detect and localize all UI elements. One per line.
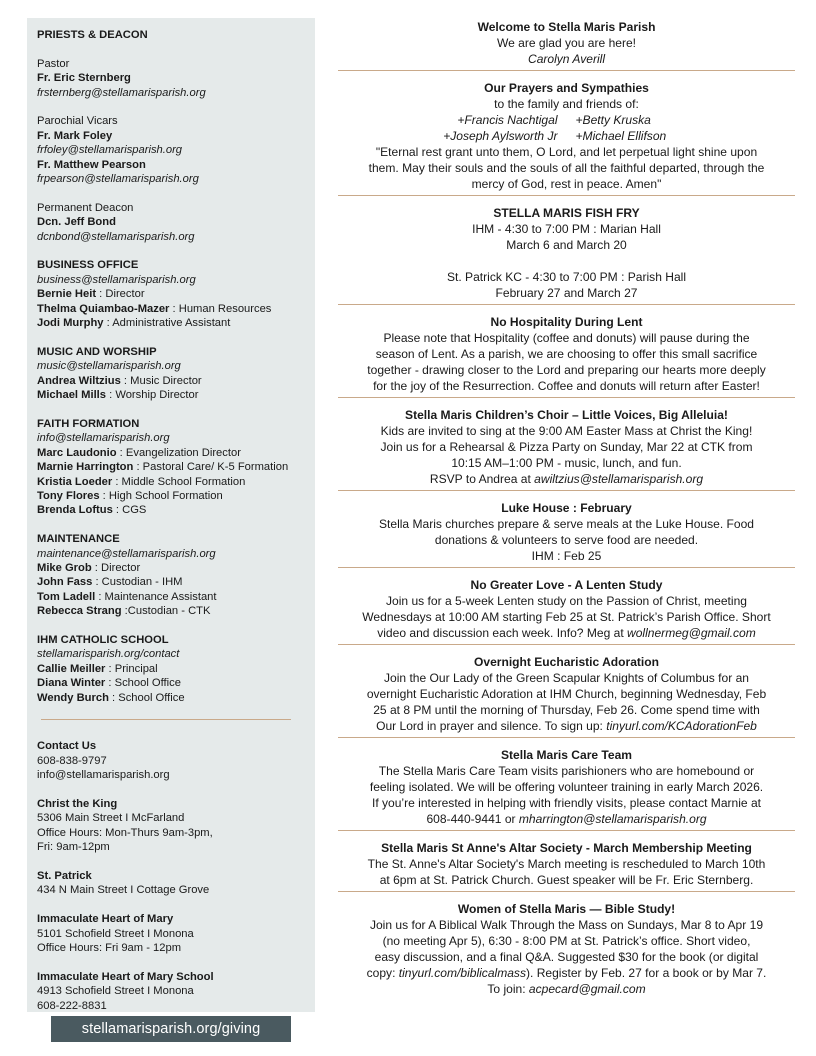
vicar-email[interactable]: frfoley@stellamarisparish.org <box>37 144 183 157</box>
ihm-section <box>37 912 305 955</box>
prayer-text: mercy of God, rest in peace. Amen" <box>471 177 662 191</box>
body-text: The St. Anne's Altar Society's March meeting is rescheduled to March 10th <box>367 857 766 871</box>
body-text: feeling isolated. We will be offering volunteer training in early March 2026. <box>369 780 764 794</box>
staff-role: : Music Director <box>120 374 202 387</box>
choir-block <box>338 397 795 490</box>
signup-link[interactable]: tinyurl.com/KCAdorationFeb <box>606 719 757 733</box>
fishfry-dates: March 6 and March 20 <box>506 238 627 252</box>
location-address: 5306 Main Street I McFarland <box>37 812 185 825</box>
block-title: Stella Maris Care Team <box>500 748 632 762</box>
contact-email[interactable]: info@stellamarisparish.org <box>37 769 170 782</box>
staff-role: : Pastoral Care/ K-5 Formation <box>133 461 289 474</box>
pastor-label: Pastor <box>37 57 70 70</box>
staff-line <box>37 590 305 604</box>
vicar-name: Fr. Matthew Pearson <box>37 158 146 171</box>
staff-role: : School Office <box>105 677 181 690</box>
body-text: season of Lent. As a parish, we are choosing to offer this small sacrifice <box>375 347 758 361</box>
school-phone[interactable]: 608-222-8831 <box>37 999 107 1012</box>
staff-name: Tony Flores <box>37 489 100 502</box>
body-text: at 6pm at St. Patrick Church. Guest speaker will be Fr. Eric Sternberg. <box>379 873 754 887</box>
school-section <box>37 633 305 705</box>
staff-name: Rebecca Strang <box>37 605 122 618</box>
body-text: together - drawing closer to the Lord and preparing our hearts more deeply <box>367 363 766 377</box>
welcome-block <box>338 19 795 70</box>
ctk-section <box>37 797 305 855</box>
music-section <box>37 345 305 403</box>
rsvp-line <box>338 471 795 487</box>
body-text: To join: <box>487 982 529 996</box>
body-text: 25 at 8 PM until the morning of Thursday, Feb 26. Come spend time with <box>373 703 760 717</box>
staff-line <box>37 503 305 517</box>
staff-role: : Director <box>96 288 145 301</box>
section-email[interactable]: business@stellamarisparish.org <box>37 273 196 286</box>
block-title: No Greater Love - A Lenten Study <box>470 578 663 592</box>
location-address: 4913 Schofield Street I Monona <box>37 985 194 998</box>
body-text: Wednesdays at 10:00 AM starting Feb 25 at St. Patrick’s Parish Office. Short <box>362 610 771 624</box>
staff-name: John Fass <box>37 576 93 589</box>
location-heading: Immaculate Heart of Mary School <box>37 970 214 983</box>
staff-name: Michael Mills <box>37 389 107 402</box>
staff-line <box>37 489 305 503</box>
body-text: Join us for A Biblical Walk Through the Mass on Sundays, Mar 8 to Apr 19 <box>369 918 764 932</box>
adoration-block <box>338 644 795 737</box>
staff-line <box>37 691 305 705</box>
stpatrick-section <box>37 869 305 898</box>
prayers-block <box>338 70 795 195</box>
body-text: IHM : Feb 25 <box>531 549 602 563</box>
body-text: donations & volunteers to serve food are needed. <box>434 533 699 547</box>
staff-line <box>37 446 305 460</box>
staff-line <box>37 316 305 330</box>
prayer-text: "Eternal rest grant unto them, O Lord, and let perpetual light shine upon <box>375 145 758 159</box>
staff-name: Mike Grob <box>37 561 92 574</box>
body-text: Stella Maris churches prepare & serve meals at the Luke House. Food <box>379 517 754 531</box>
body-text: video and discussion each week. Info? Meg at <box>377 626 628 640</box>
body-text: easy discussion, and a final Q&A. Suggested $30 for the book (or digital <box>374 950 759 964</box>
clergy-section <box>37 28 305 244</box>
section-email[interactable]: maintenance@stellamarisparish.org <box>37 547 216 560</box>
section-heading: MUSIC AND WORSHIP <box>37 345 157 358</box>
fishfry-line: IHM - 4:30 to 7:00 PM : Marian Hall <box>472 222 661 236</box>
staff-name: Bernie Heit <box>37 288 97 301</box>
pastor-name: Fr. Eric Sternberg <box>37 72 131 85</box>
staff-line <box>37 662 305 676</box>
body-text: Join us for a Rehearsal & Pizza Party on Sunday, Mar 22 at CTK from <box>380 440 753 454</box>
block-title: Luke House : February <box>501 501 632 515</box>
signup-line <box>338 718 795 734</box>
block-title: Stella Maris St Anne's Altar Society - March Membership Meeting <box>381 841 752 855</box>
prayers-intro: to the family and friends of: <box>494 97 639 111</box>
sidebar-directory <box>27 18 315 1012</box>
join-email[interactable]: acpecard@gmail.com <box>528 982 646 996</box>
fishfry-block <box>338 195 795 304</box>
rsvp-text: RSVP to Andrea at <box>429 472 535 486</box>
body-text: for the joy of the Resurrection. Coffee and donuts will return after Easter! <box>373 379 760 393</box>
maintenance-section <box>37 532 305 618</box>
office-hours: Office Hours: Mon-Thurs 9am-3pm, <box>37 826 213 839</box>
body-text: Our Lord in prayer and silence. To sign up: <box>376 719 607 733</box>
staff-role: : Maintenance Assistant <box>95 590 217 603</box>
contact-section <box>37 739 305 782</box>
staff-role: : Principal <box>105 662 158 675</box>
staff-role: : Evangelization Director <box>116 446 241 459</box>
staff-name: Tom Ladell <box>37 590 96 603</box>
section-heading: BUSINESS OFFICE <box>37 259 139 272</box>
staff-role: : High School Formation <box>99 489 223 502</box>
section-link[interactable]: stellamarisparish.org/contact <box>37 648 180 661</box>
hospitality-block <box>338 304 795 397</box>
vicar-name: Fr. Mark Foley <box>37 129 113 142</box>
body-text: (no meeting Apr 5), 6:30 - 8:00 PM at St. Patrick’s office. Short video, <box>382 934 751 948</box>
staff-line <box>37 302 305 316</box>
staff-name: Brenda Loftus <box>37 504 113 517</box>
faith-section <box>37 417 305 518</box>
staff-role: : School Office <box>108 691 185 704</box>
staff-role: : Middle School Formation <box>112 475 246 488</box>
staff-name: Marnie Harrington <box>37 461 134 474</box>
staff-role: : Administrative Assistant <box>103 317 231 330</box>
staff-name: Diana Winter <box>37 677 106 690</box>
deceased-name: +Francis Nachtigal <box>457 113 558 127</box>
book-link[interactable]: tinyurl.com/biblicalmass <box>398 966 526 980</box>
location-address: 434 N Main Street I Cottage Grove <box>37 884 210 897</box>
staff-line <box>37 475 305 489</box>
announcements <box>338 19 795 1000</box>
join-line <box>338 981 795 997</box>
body-text: If you’re interested in helping with friendly visits, please contact Marnie at <box>371 796 762 810</box>
deceased-name: +Betty Kruska <box>575 113 651 127</box>
body-text: Please note that Hospitality (coffee and donuts) will pause during the <box>383 331 750 345</box>
contact-line <box>338 811 795 827</box>
deceased-name: +Joseph Aylsworth Jr <box>443 129 558 143</box>
body-text: The Stella Maris Care Team visits parishioners who are homebound or <box>378 764 755 778</box>
bible-study-block <box>338 891 795 1000</box>
care-team-block <box>338 737 795 830</box>
fishfry-dates: February 27 and March 27 <box>495 286 638 300</box>
staff-role: : CGS <box>112 504 147 517</box>
welcome-name: Carolyn Averill <box>528 52 605 66</box>
contact-email[interactable]: mharrington@stellamarisparish.org <box>518 812 707 826</box>
staff-name: Jodi Murphy <box>37 317 104 330</box>
body-text: Join the Our Lady of the Green Scapular Knights of Columbus for an <box>384 671 749 685</box>
staff-name: Thelma Quiambao-Mazer <box>37 302 170 315</box>
vicar-email[interactable]: frpearson@stellamarisparish.org <box>37 173 199 186</box>
rsvp-email[interactable]: awiltzius@stellamarisparish.org <box>534 472 704 486</box>
deceased-name: +Michael Ellifson <box>575 129 667 143</box>
prayer-text: them. May their souls and the souls of all the faithful departed, through the <box>368 161 765 175</box>
lenten-study-block <box>338 567 795 644</box>
staff-line <box>37 604 305 618</box>
staff-line <box>37 388 305 402</box>
body-text: Kids are invited to sing at the 9:00 AM Easter Mass at Christ the King! <box>380 424 753 438</box>
deacon-email[interactable]: dcnbond@stellamarisparish.org <box>37 230 195 243</box>
staff-name: Wendy Burch <box>37 691 109 704</box>
section-heading: IHM CATHOLIC SCHOOL <box>37 633 169 646</box>
staff-line <box>37 460 305 474</box>
block-title: Women of Stella Maris — Bible Study! <box>457 902 676 916</box>
office-hours: Fri: 9am-12pm <box>37 841 110 854</box>
location-heading: Immaculate Heart of Mary <box>37 913 174 926</box>
office-hours: Office Hours: Fri 9am - 12pm <box>37 942 182 955</box>
block-title: Welcome to Stella Maris Parish <box>477 20 656 34</box>
section-heading: Contact Us <box>37 740 97 753</box>
vicars-label: Parochial Vicars <box>37 115 118 128</box>
location-heading: Christ the King <box>37 798 118 811</box>
ihm-school-section <box>37 970 305 1013</box>
location-heading: St. Patrick <box>37 870 92 883</box>
section-email[interactable]: music@stellamarisparish.org <box>37 360 181 373</box>
block-title: Our Prayers and Sympathies <box>484 81 649 95</box>
staff-role: :Custodian - CTK <box>121 605 211 618</box>
deacon-name: Dcn. Jeff Bond <box>37 216 116 229</box>
block-title: Stella Maris Children’s Choir – Little Voices, Big Alleluia! <box>405 408 728 422</box>
welcome-line: We are glad you are here! <box>496 36 637 50</box>
block-title: STELLA MARIS FISH FRY <box>493 206 640 220</box>
staff-role: : Human Resources <box>169 302 272 315</box>
names-row <box>338 128 795 144</box>
deacon-label: Permanent Deacon <box>37 201 134 214</box>
pastor-email[interactable]: frsternberg@stellamarisparish.org <box>37 86 206 99</box>
staff-line <box>37 676 305 690</box>
business-section <box>37 258 305 330</box>
staff-line <box>37 287 305 301</box>
luke-house-block <box>338 490 795 567</box>
contact-phone[interactable]: 608-838-9797 <box>37 754 107 767</box>
register-line <box>338 965 795 981</box>
staff-role: : Director <box>91 561 141 574</box>
staff-line <box>37 575 305 589</box>
fishfry-line: St. Patrick KC - 4:30 to 7:00 PM : Parish Hall <box>446 270 687 284</box>
staff-name: Marc Laudonio <box>37 446 117 459</box>
staff-name: Andrea Wiltzius <box>37 374 121 387</box>
giving-link[interactable]: stellamarisparish.org/giving <box>51 1016 291 1042</box>
body-text: 10:15 AM–1:00 PM - music, lunch, and fun. <box>451 456 682 470</box>
section-email[interactable]: info@stellamarisparish.org <box>37 432 170 445</box>
section-heading: FAITH FORMATION <box>37 417 140 430</box>
staff-line <box>37 374 305 388</box>
location-address: 5101 Schofield Street I Monona <box>37 927 194 940</box>
names-row <box>338 112 795 128</box>
contact-email[interactable]: wollnermeg@gmail.com <box>627 626 756 640</box>
staff-line <box>37 561 305 575</box>
block-title: No Hospitality During Lent <box>490 315 643 329</box>
body-text: 608-440-9441 or <box>426 812 519 826</box>
body-text: ). Register by Feb. 27 for a book or by Mar 7. <box>525 966 767 980</box>
body-text: Join us for a 5-week Lenten study on the Passion of Christ, meeting <box>386 594 747 608</box>
sidebar-divider <box>41 719 291 720</box>
staff-name: Kristia Loeder <box>37 475 113 488</box>
staff-role: : Custodian - IHM <box>92 576 183 589</box>
contact-line <box>338 625 795 641</box>
section-heading: MAINTENANCE <box>37 533 120 546</box>
staff-name: Callie Meiller <box>37 662 106 675</box>
body-text: copy: <box>366 966 399 980</box>
block-title: Overnight Eucharistic Adoration <box>474 655 659 669</box>
staff-role: : Worship Director <box>106 389 199 402</box>
body-text: overnight Eucharistic Adoration at IHM Church, beginning Wednesday, Feb <box>366 687 767 701</box>
section-heading: PRIESTS & DEACON <box>37 29 148 41</box>
altar-society-block <box>338 830 795 891</box>
